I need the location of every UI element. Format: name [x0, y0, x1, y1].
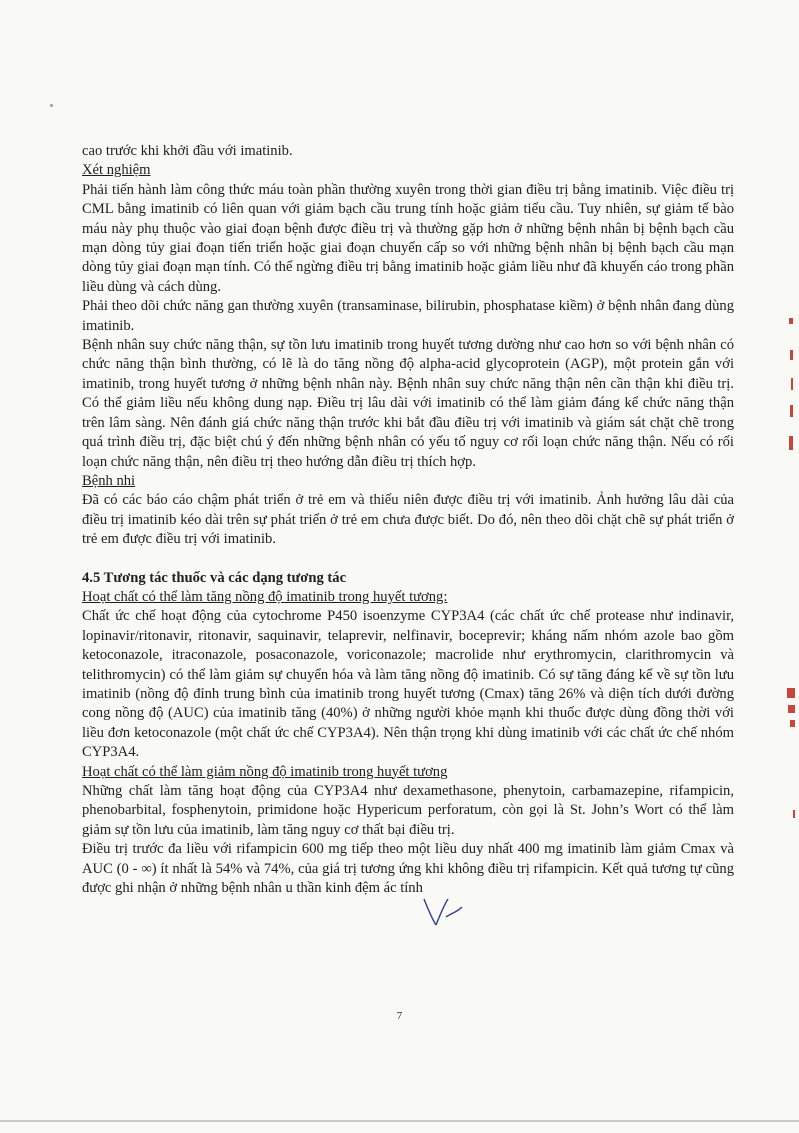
paragraph-pediatrics: Đã có các báo cáo chậm phát triển ở trẻ em và thiếu niên được điều trị với imatinib. Ảnh hưởng lâu dài của điều trị imatinib kéo dài trên sự phát triển ở trẻ em chưa được biết. Do đó, nên theo dõi chặt chẽ sự phát triển ở trẻ em được điều trị với imatinib. [82, 492, 734, 548]
stamp-edge-mark [788, 705, 795, 713]
scan-speck [50, 104, 53, 107]
paragraph-gap [82, 550, 734, 569]
stamp-edge-mark [790, 720, 795, 727]
stamp-edge-mark [790, 350, 793, 360]
stamp-edge-mark [790, 405, 793, 417]
page-number: 7 [396, 1010, 403, 1022]
paragraph-rifampicin: Điều trị trước đa liều với rifampicin 600 mg tiếp theo một liều duy nhất 400 mg imatinib làm giảm Cmax và AUC (0 - ∞) ít nhất là 54% và 74%, của giá trị tương ứng khi không điều trị rifampicin. Kết quả tương tự cũng được ghi nhận ở những bệnh nhân u thần kinh đệm ác tính [82, 841, 734, 897]
stamp-edge-mark [789, 318, 793, 324]
subheading-decrease-concentration: Hoạt chất có thể làm giảm nồng độ imatinib trong huyết tương [82, 763, 448, 780]
section-title-interactions: 4.5 Tương tác thuốc và các dạng tương tác [82, 569, 347, 586]
stamp-edge-mark [787, 688, 795, 698]
paragraph-cyp3a4-inhibitors: Chất ức chế hoạt động của cytochrome P450 isoenzyme CYP3A4 (các chất ức chế protease như indinavir, lopinavir/ritonavir, ritonavir, saquinavir, telaprevir, nelfinavir, boceprevir; kháng nấm nhóm azole bao gồm ketoconazole, itraconazole, posaconazole, voriconazole; macrolide như erythromycin, clarithromycin và telithromycin) có thể làm giảm sự chuyển hóa và làm tăng nồng độ imatinib. Có sự tăng đáng kể về sự tồn lưu imatinib (nồng độ đỉnh trung bình của imatinib trong huyết tương (Cmax) tăng 26% và diện tích dưới đường cong nồng độ (AUC) của imatinib tăng (40%) ở những người khỏe mạnh khi thuốc được dùng đồng thời với liều đơn ketoconazole (một chất ức chế CYP3A4). Nên thận trọng khi dùng imatinib với các chất ức chế nhóm CYP3A4. [82, 608, 734, 761]
paragraph-renal-function: Bệnh nhân suy chức năng thận, sự tồn lưu imatinib trong huyết tương dường như cao hơn so với bệnh nhân có chức năng thận bình thường, có lẽ là do tăng nồng độ alpha-acid glycoprotein (AGP), một protein gắn với imatinib, trong huyết tương ở những bệnh nhân này. Bệnh nhân suy chức năng thận nên cần thận khi điều trị. Có thể giảm liều nếu không dung nạp. Điều trị lâu dài với imatinib có thể làm giảm đáng kể chức năng thận trên lâm sàng. Nên đánh giá chức năng thận trước khi bắt đầu điều trị với imatinib và giám sát chặt chẽ trong quá trình điều trị, đặc biệt chú ý đến những bệnh nhân có yếu tố nguy cơ rối loạn chức năng thận. Nếu có rối loạn chức năng thận, nên điều trị theo hướng dẫn điều trị thích hợp. [82, 337, 734, 470]
subheading-tests: Xét nghiệm [82, 162, 151, 179]
paragraph-continuation: cao trước khi khởi đầu với imatinib. [82, 143, 293, 159]
scan-bottom-edge [0, 1120, 799, 1122]
paragraph-blood-count: Phải tiến hành làm công thức máu toàn phần thường xuyên trong thời gian điều trị bằng imatinib. Việc điều trị CML bằng imatinib có liên quan với giảm bạch cầu trung tính hoặc giảm tiểu cầu. Tuy nhiên, sự giảm tế bào máu này phụ thuộc vào giai đoạn bệnh được điều trị và thường gặp hơn ở những bệnh nhân bị bệnh bạch cầu mạn dòng tủy giai đoạn tiến triển hoặc giai đoạn chuyển cấp so với những bệnh nhân bị bệnh bạch cầu mạn dòng tủy giai đoạn mạn tính. Có thể ngừng điều trị bằng imatinib hoặc giảm liều như đã khuyến cáo trong phần liều dùng và cách dùng. [82, 181, 734, 295]
subheading-increase-concentration: Hoạt chất có thể làm tăng nồng độ imatinib trong huyết tương: [82, 588, 448, 605]
document-body [82, 142, 734, 898]
stamp-edge-mark [793, 810, 795, 818]
subheading-pediatrics: Bệnh nhi [82, 472, 136, 489]
handwritten-mark [418, 895, 466, 929]
paragraph-liver-function: Phải theo dõi chức năng gan thường xuyên (transaminase, bilirubin, phosphatase kiềm) ở bệnh nhân đang dùng imatinib. [82, 298, 734, 334]
stamp-edge-mark [791, 378, 793, 390]
stamp-edge-mark [789, 436, 793, 450]
paragraph-cyp3a4-inducers: Những chất làm tăng hoạt động của CYP3A4 như dexamethasone, phenytoin, carbamazepine, rifampicin, phenobarbital, fosphenytoin, primidone hoặc Hypericum perforatum, còn gọi là St. John’s Wort có thể làm giảm sự tồn lưu của imatinib, làm tăng nguy cơ thất bại điều trị. [82, 783, 734, 838]
